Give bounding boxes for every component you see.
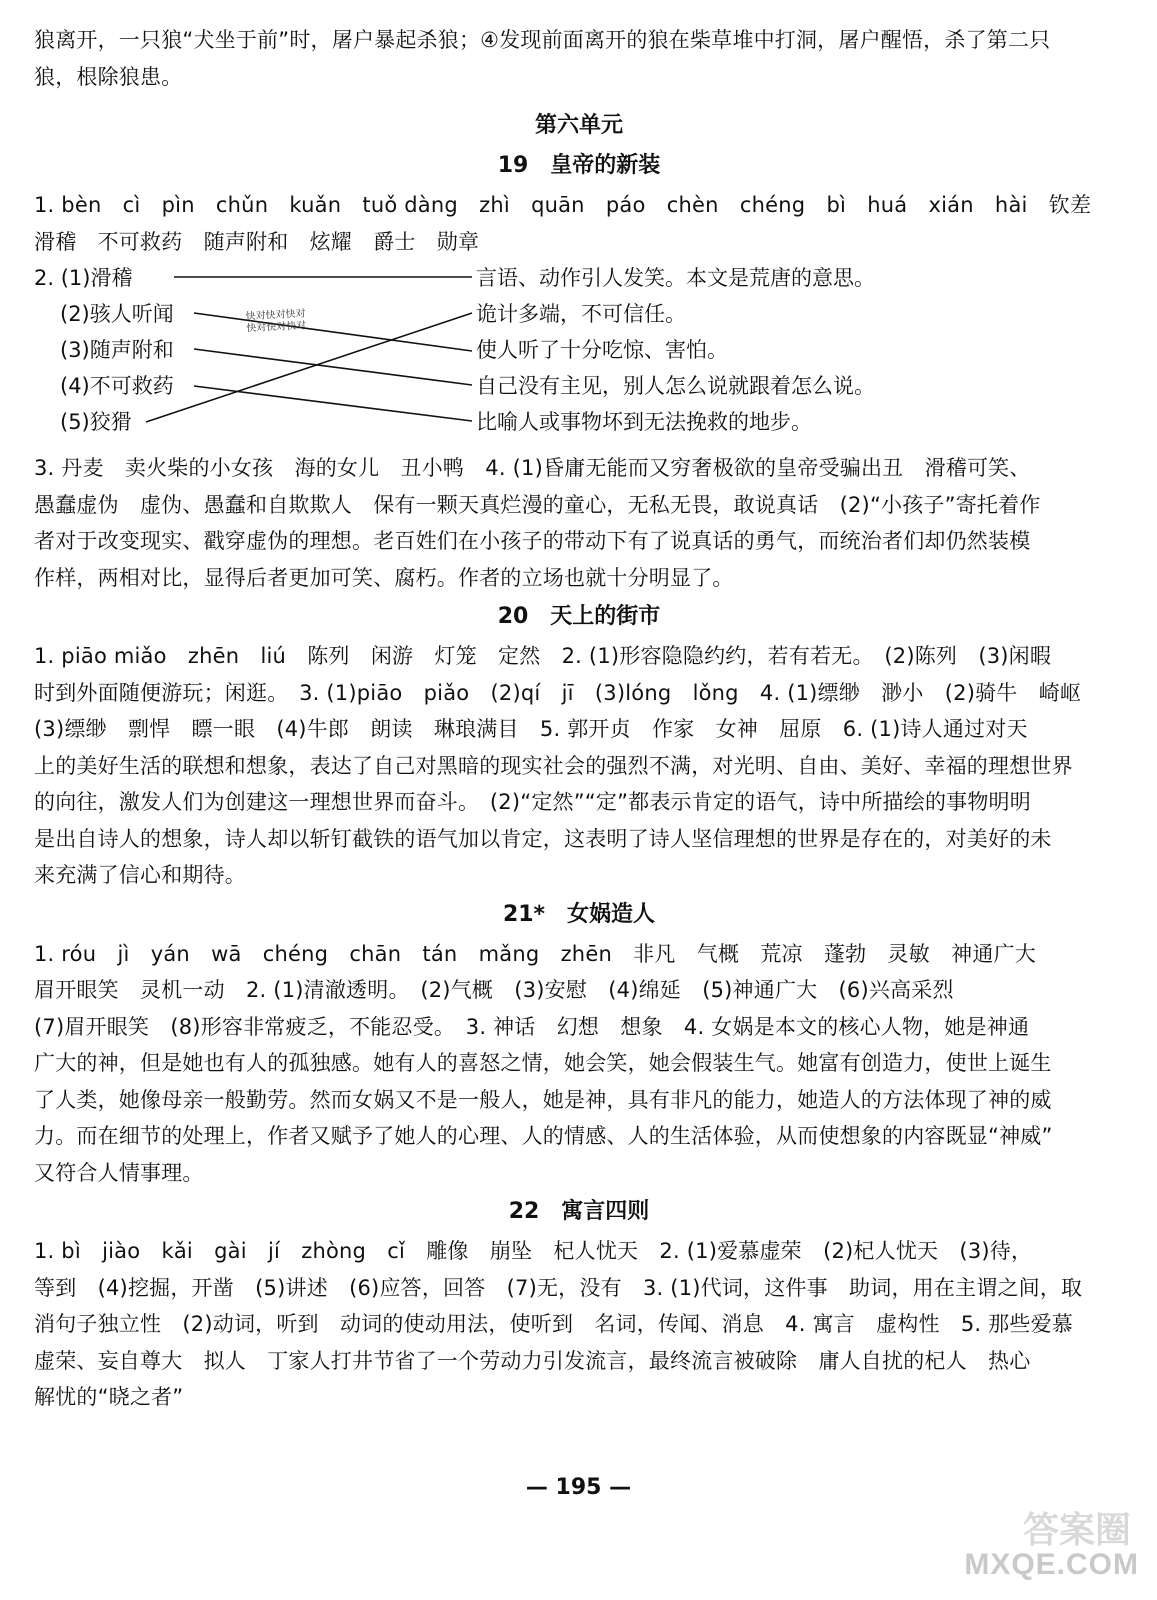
lesson-19-line: 者对于改变现实、戳穿虚伪的理想。老百姓们在小孩子的带动下有了说真话的勇气，而统治者们却仍然装模: [34, 529, 1031, 553]
intro-line-2: 狼，根除狼患。: [34, 64, 183, 89]
match-left-item: (2)骇人听闻: [60, 302, 174, 326]
lesson-20-title: 20 天上的街市: [497, 604, 661, 629]
lesson-22-line: 消句子独立性 (2)动词，听到 动词的使动用法，使听到 名词，传闻、消息 4. 寓言 虚构性 5. 那些爱慕: [34, 1312, 1073, 1336]
lesson-20-line: (3)缥缈 剽悍 瞟一眼 (4)牛郎 朗读 琳琅满目 5. 郭开贞 作家 女神 屈原 6. (1)诗人通过对天: [34, 717, 1028, 741]
match-left-item: (5)狡猾: [60, 410, 132, 434]
match-right-item: 言语、动作引人发笑。本文是荒唐的意思。: [476, 266, 875, 290]
match-right-item: 比喻人或事物坏到无法挽救的地步。: [476, 410, 812, 434]
lesson-20-line: 的向往，激发人们为创建这一理想世界而奋斗。 (2)“定然”“定”都表示肯定的语气，诗中所描绘的事物明明: [34, 790, 1031, 814]
lesson-21-line: 又符合人情事理。: [34, 1160, 204, 1185]
lesson-21-line: 广大的神，但是她也有人的孤独感。她有人的喜怒之情，她会笑，她会假装生气。她富有创造力，使世上诞生: [34, 1051, 1052, 1075]
watermark-logo: [964, 1502, 1139, 1582]
match-line-3: [194, 349, 472, 385]
lesson-22-line: 解忧的“晓之者”: [34, 1385, 184, 1409]
match-right-item: 使人听了十分吃惊、害怕。: [476, 338, 728, 362]
match-right-item: 自己没有主见，别人怎么说就跟着怎么说。: [476, 374, 875, 398]
lesson-22-line: 等到 (4)挖掘，开凿 (5)讲述 (6)应答，回答 (7)无，没有 3. (1)代词，这件事 助词，用在主谓之间，取: [34, 1275, 1083, 1300]
lesson-19-line: 滑稽 不可救药 随声附和 炫耀 爵士 勋章: [34, 229, 480, 254]
document-page: [34, 22, 1124, 1416]
lesson-22-title: 22 寓言四则: [508, 1199, 650, 1224]
lesson-20-line: 来充满了信心和期待。: [34, 863, 246, 887]
lesson-21-line: 力。而在细节的处理上，作者又赋予了她人的心理、人的情感、人的生活体验，从而使想象的内容既显“神威”: [34, 1124, 1053, 1148]
lesson-19-line: 作样，两相对比，显得后者更加可笑、腐朽。作者的立场也就十分明显了。: [34, 565, 734, 590]
unit-title: 第六单元: [534, 113, 623, 138]
match-right-item: 诡计多端，不可信任。: [476, 302, 686, 326]
lesson-21-line: 眉开眼笑 灵机一动 2. (1)清澈透明。 (2)气概 (3)安慰 (4)绵延 (5)神通广大 (6)兴高采烈: [34, 978, 954, 1002]
match-left-item: (4)不可救药: [60, 374, 174, 398]
lesson-20-line: 1. piāo miǎo zhēn liú 陈列 闲游 灯笼 定然 2. (1)形容隐隐约约，若有若无。 (2)陈列 (3)闲暇: [34, 644, 1052, 668]
lesson-19-line: 愚蠢虚伪 虚伪、愚蠢和自欺欺人 保有一颗天真烂漫的童心，无私无畏，敢说真话 (2)“小孩子”寄托着作: [34, 492, 1041, 517]
lesson-21-line: (7)眉开眼笑 (8)形容非常疲乏，不能忍受。 3. 神话 幻想 想象 4. 女娲是本文的核心人物，她是神通: [34, 1014, 1030, 1039]
lesson-21-line: 了人类，她像母亲一般勤劳。然而女娲又不是一般人，她是神，具有非凡的能力，她造人的方法体现了神的威: [34, 1087, 1052, 1112]
lesson-20-line: 是出自诗人的想象，诗人却以斩钉截铁的语气加以肯定，这表明了诗人坚信理想的世界是存在的，对美好的未: [34, 826, 1052, 851]
lesson-19-line: 3. 丹麦 卖火柴的小女孩 海的女儿 丑小鸭 4. (1)昏庸无能而又穷奢极欲的皇帝受骗出丑 滑稽可笑、: [34, 456, 1031, 480]
lesson-19-title: 19 皇帝的新装: [497, 153, 661, 178]
handwritten-scribble: 快对快对快对 快对快对快对: [245, 308, 307, 335]
lesson-20-line: 上的美好生活的联想和想象，表达了自己对黑暗的现实社会的强烈不满，对光明、自由、美好、幸福的理想世界: [34, 753, 1073, 778]
lesson-19-line: 1. bèn cì pìn chǔn kuǎn tuǒ dàng zhì quān páo chèn chéng bì huá xián hài 钦差: [34, 193, 1092, 217]
watermark-bottom-text: MXQE.COM: [964, 1548, 1139, 1581]
lesson-22-line: 虚荣、妄自尊大 拟人 丁家人打井节省了一个劳动力引发流言，最终流言被破除 庸人自扰的杞人 热心: [34, 1348, 1031, 1373]
watermark-top-text: 答案圈: [1022, 1510, 1131, 1551]
matching-exercise: [34, 260, 1124, 450]
page-number: — 195 —: [525, 1475, 632, 1500]
lesson-22-line: 1. bì jiào kǎi gài jí zhòng cǐ 雕像 崩坠 杞人忧天 2. (1)爱慕虚荣 (2)杞人忧天 (3)待，: [34, 1239, 1033, 1263]
intro-line-1: 狼离开，一只狼“犬坐于前”时，屠户暴起杀狼；④发现前面离开的狼在柴草堆中打洞，屠户醒悟，杀了第二只: [34, 28, 1051, 52]
match-left-item: (3)随声附和: [60, 338, 174, 362]
match-left-item: 2. (1)滑稽: [34, 266, 133, 290]
lesson-21-title: 21* 女娲造人: [502, 901, 656, 927]
match-line-2: [194, 313, 472, 351]
lesson-20-line: 时到外面随便游玩；闲逛。 3. (1)piāo piǎo (2)qí jī (3)lóng lǒng 4. (1)缥缈 渺小 (2)骑牛 崎岖: [34, 680, 1082, 705]
lesson-21-line: 1. róu jì yán wā chéng chān tán mǎng zhēn 非凡 气概 荒凉 蓬勃 灵敏 神通广大: [34, 941, 1036, 966]
